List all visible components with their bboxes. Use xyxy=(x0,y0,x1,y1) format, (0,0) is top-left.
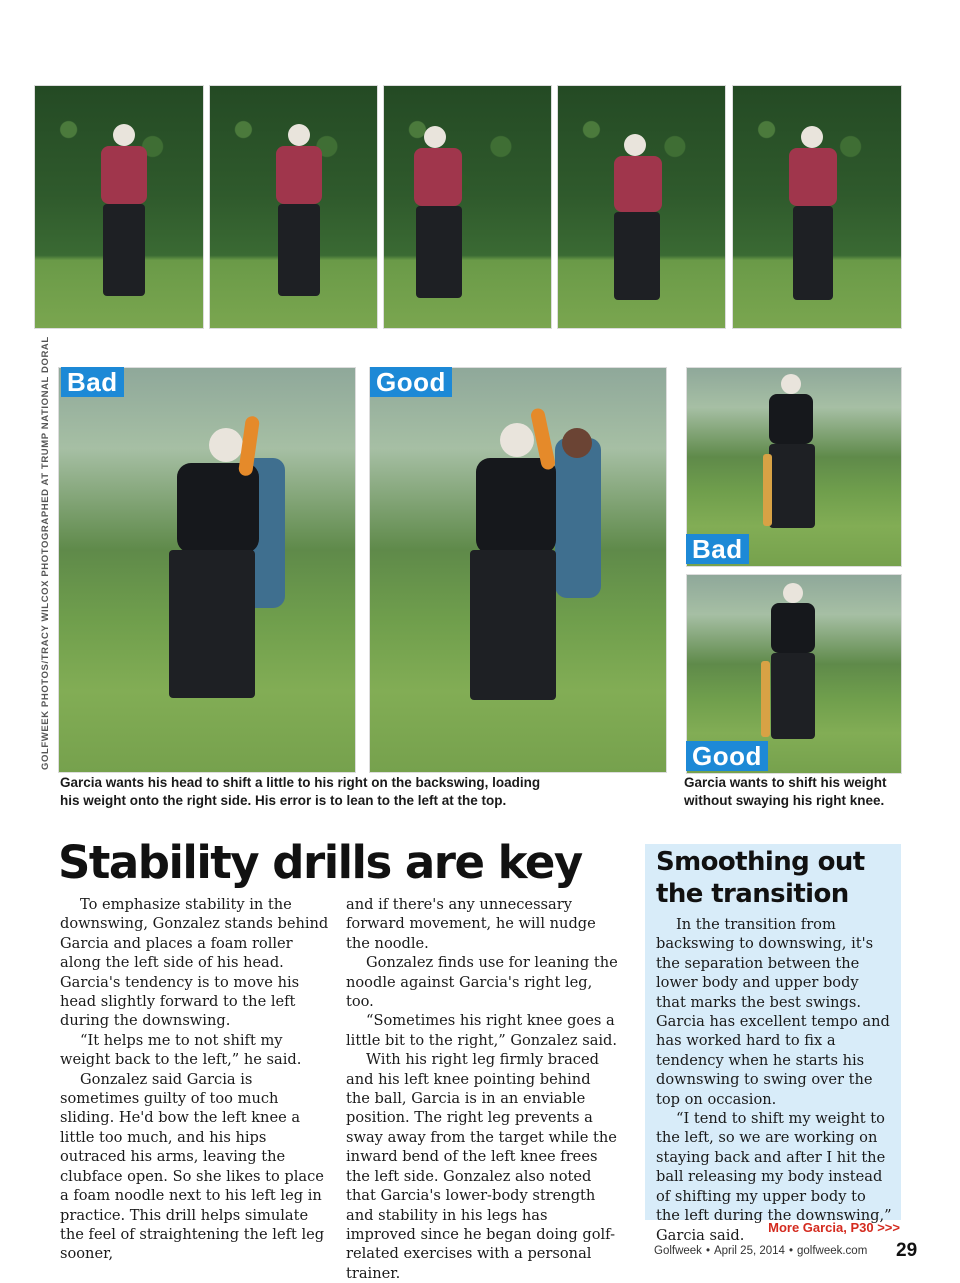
sidebar-body xyxy=(656,915,892,1245)
drill-photo-bad xyxy=(58,367,356,773)
label-knee-good: Good xyxy=(686,741,768,771)
sequence-photo-4 xyxy=(557,85,726,329)
article-paragraph: Gonzalez said Garcia is sometimes guilty of too much sliding. He'd bow the left knee a little too much, and his hips outraced his arms, leaving the clubface open. So she likes to place a foam noodle next to his left leg in practice. This drill helps simulate the feel of straightening the left leg sooner, xyxy=(60,1070,325,1263)
article-column-2 xyxy=(346,895,618,1283)
folio: Golfweek • April 25, 2014 • golfweek.com xyxy=(654,1245,868,1257)
sequence-photo-5 xyxy=(732,85,902,329)
sequence-photo-2 xyxy=(209,85,378,329)
sidebar-title: Smoothing out the transition xyxy=(656,847,865,909)
caption-left: Garcia wants his head to shift a little to his right on the backswing, loading his weight onto the right side. His error is to lean to the left at the top. xyxy=(60,775,541,808)
photo-credit: GOLFWEEK PHOTOS/TRACY WILCOX PHOTOGRAPHED AT TRUMP NATIONAL DORAL xyxy=(40,336,51,770)
more-garcia-link[interactable]: More Garcia, P30 >>> xyxy=(768,1220,900,1235)
drill-photo-good xyxy=(369,367,667,773)
label-bad: Bad xyxy=(61,367,124,397)
article-headline: Stability drills are key xyxy=(58,836,582,889)
sidebar-paragraph: In the transition from backswing to downswing, it's the separation between the lower body and upper body that marks the best swings. Garcia has excellent tempo and has worked hard to fix a tendency when he starts his downswing to swing over the top on occasion. xyxy=(656,916,890,1108)
article-paragraph: With his right leg firmly braced and his left knee pointing behind the ball, Garcia is in an enviable position. The right leg prevents a sway away from the target while the inward bend of the left knee frees the left side. Gonzalez also noted that Garcia's lower-body strength and stability in his legs has improved since he began doing golf-related exercises with a personal trainer. xyxy=(346,1051,617,1282)
folio-date: April 25, 2014 xyxy=(713,1245,785,1257)
label-knee-bad: Bad xyxy=(686,534,749,564)
page-number: 29 xyxy=(896,1240,918,1261)
article-column-1 xyxy=(60,895,330,1264)
folio-publication: Golfweek xyxy=(654,1245,702,1257)
article-paragraph: To emphasize stability in the downswing, Gonzalez stands behind Garcia and places a foam roller along the left side of his head. Garcia's tendency is to move his head slightly forward to the left during the downswing. xyxy=(60,896,329,1030)
sequence-photo-3 xyxy=(383,85,552,329)
article-paragraph: “It helps me to not shift my weight back to the left,” he said. xyxy=(60,1031,302,1069)
article-paragraph: Gonzalez finds use for leaning the noodle against Garcia's right leg, too. xyxy=(346,954,618,1011)
label-good: Good xyxy=(370,367,452,397)
article-paragraph: and if there's any unnecessary forward movement, he will nudge the noodle. xyxy=(346,896,596,952)
sidebar-paragraph: “I tend to shift my weight to the left, so we are working on staying back and after I hit the ball releasing my body instead of shifting my upper body to the left during the downswing,” Garcia said. xyxy=(656,1110,892,1244)
article-paragraph: “Sometimes his right knee goes a little bit to the right,” Gonzalez said. xyxy=(346,1012,618,1049)
caption-right: Garcia wants to shift his weight without swaying his right knee. xyxy=(684,775,887,808)
folio-site: golfweek.com xyxy=(796,1245,868,1257)
sequence-photo-1 xyxy=(34,85,204,329)
